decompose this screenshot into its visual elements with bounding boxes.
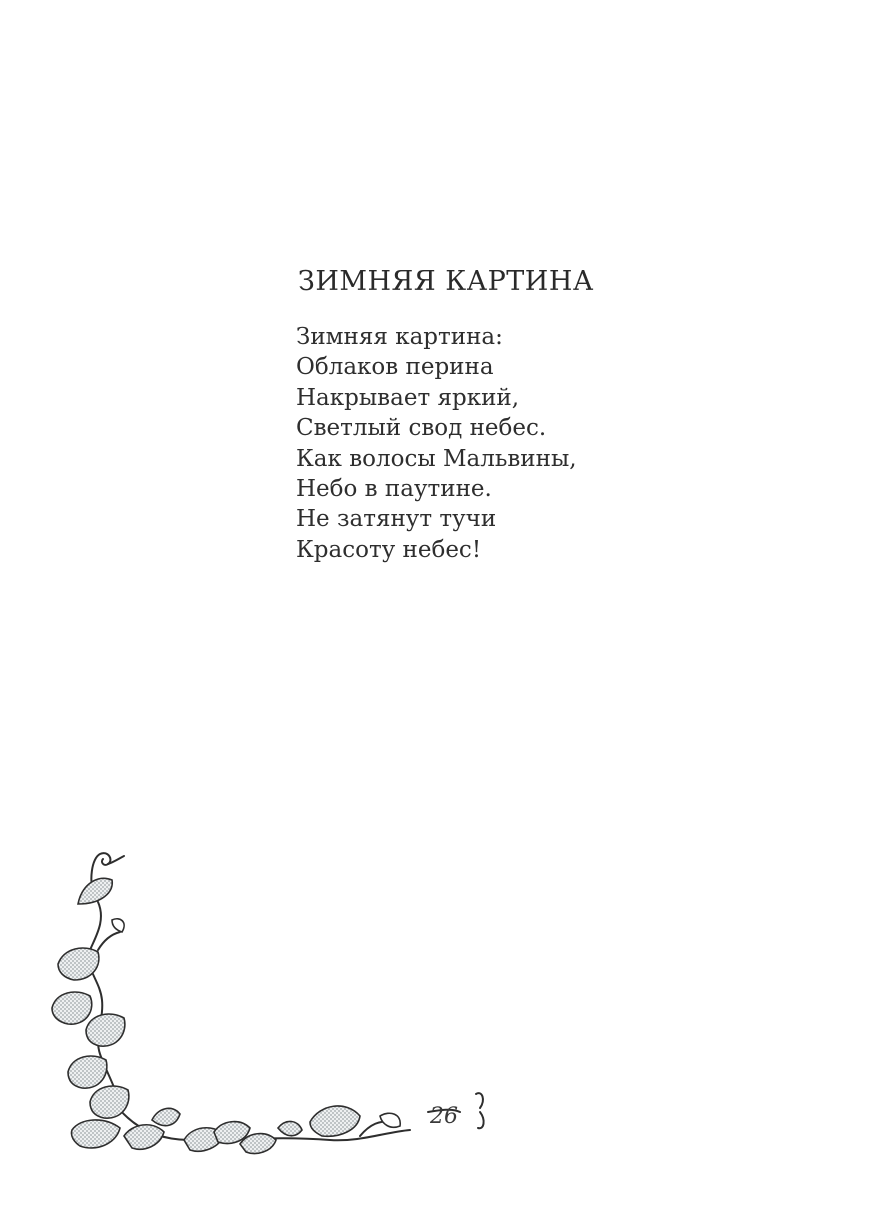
poem-line: Красоту небес! [296,536,482,563]
poem-line: Не затянут тучи [296,506,497,533]
morning-glory-vine-corner-icon [40,840,510,1180]
poem-body [296,322,577,565]
poem-line: Небо в паутине. [296,476,492,503]
poem-line: Зимняя картина: [296,324,503,350]
poem-line: Светлый свод небес. [296,415,547,442]
page-number: 26 [430,1104,458,1129]
poem-title: ЗИМНЯЯ КАРТИНА [298,266,594,297]
poem-line: Накрывает яркий, [296,384,520,411]
poem-line: Как волосы Мальвины, [296,445,577,472]
poem-line: Облаков перина [296,354,494,381]
